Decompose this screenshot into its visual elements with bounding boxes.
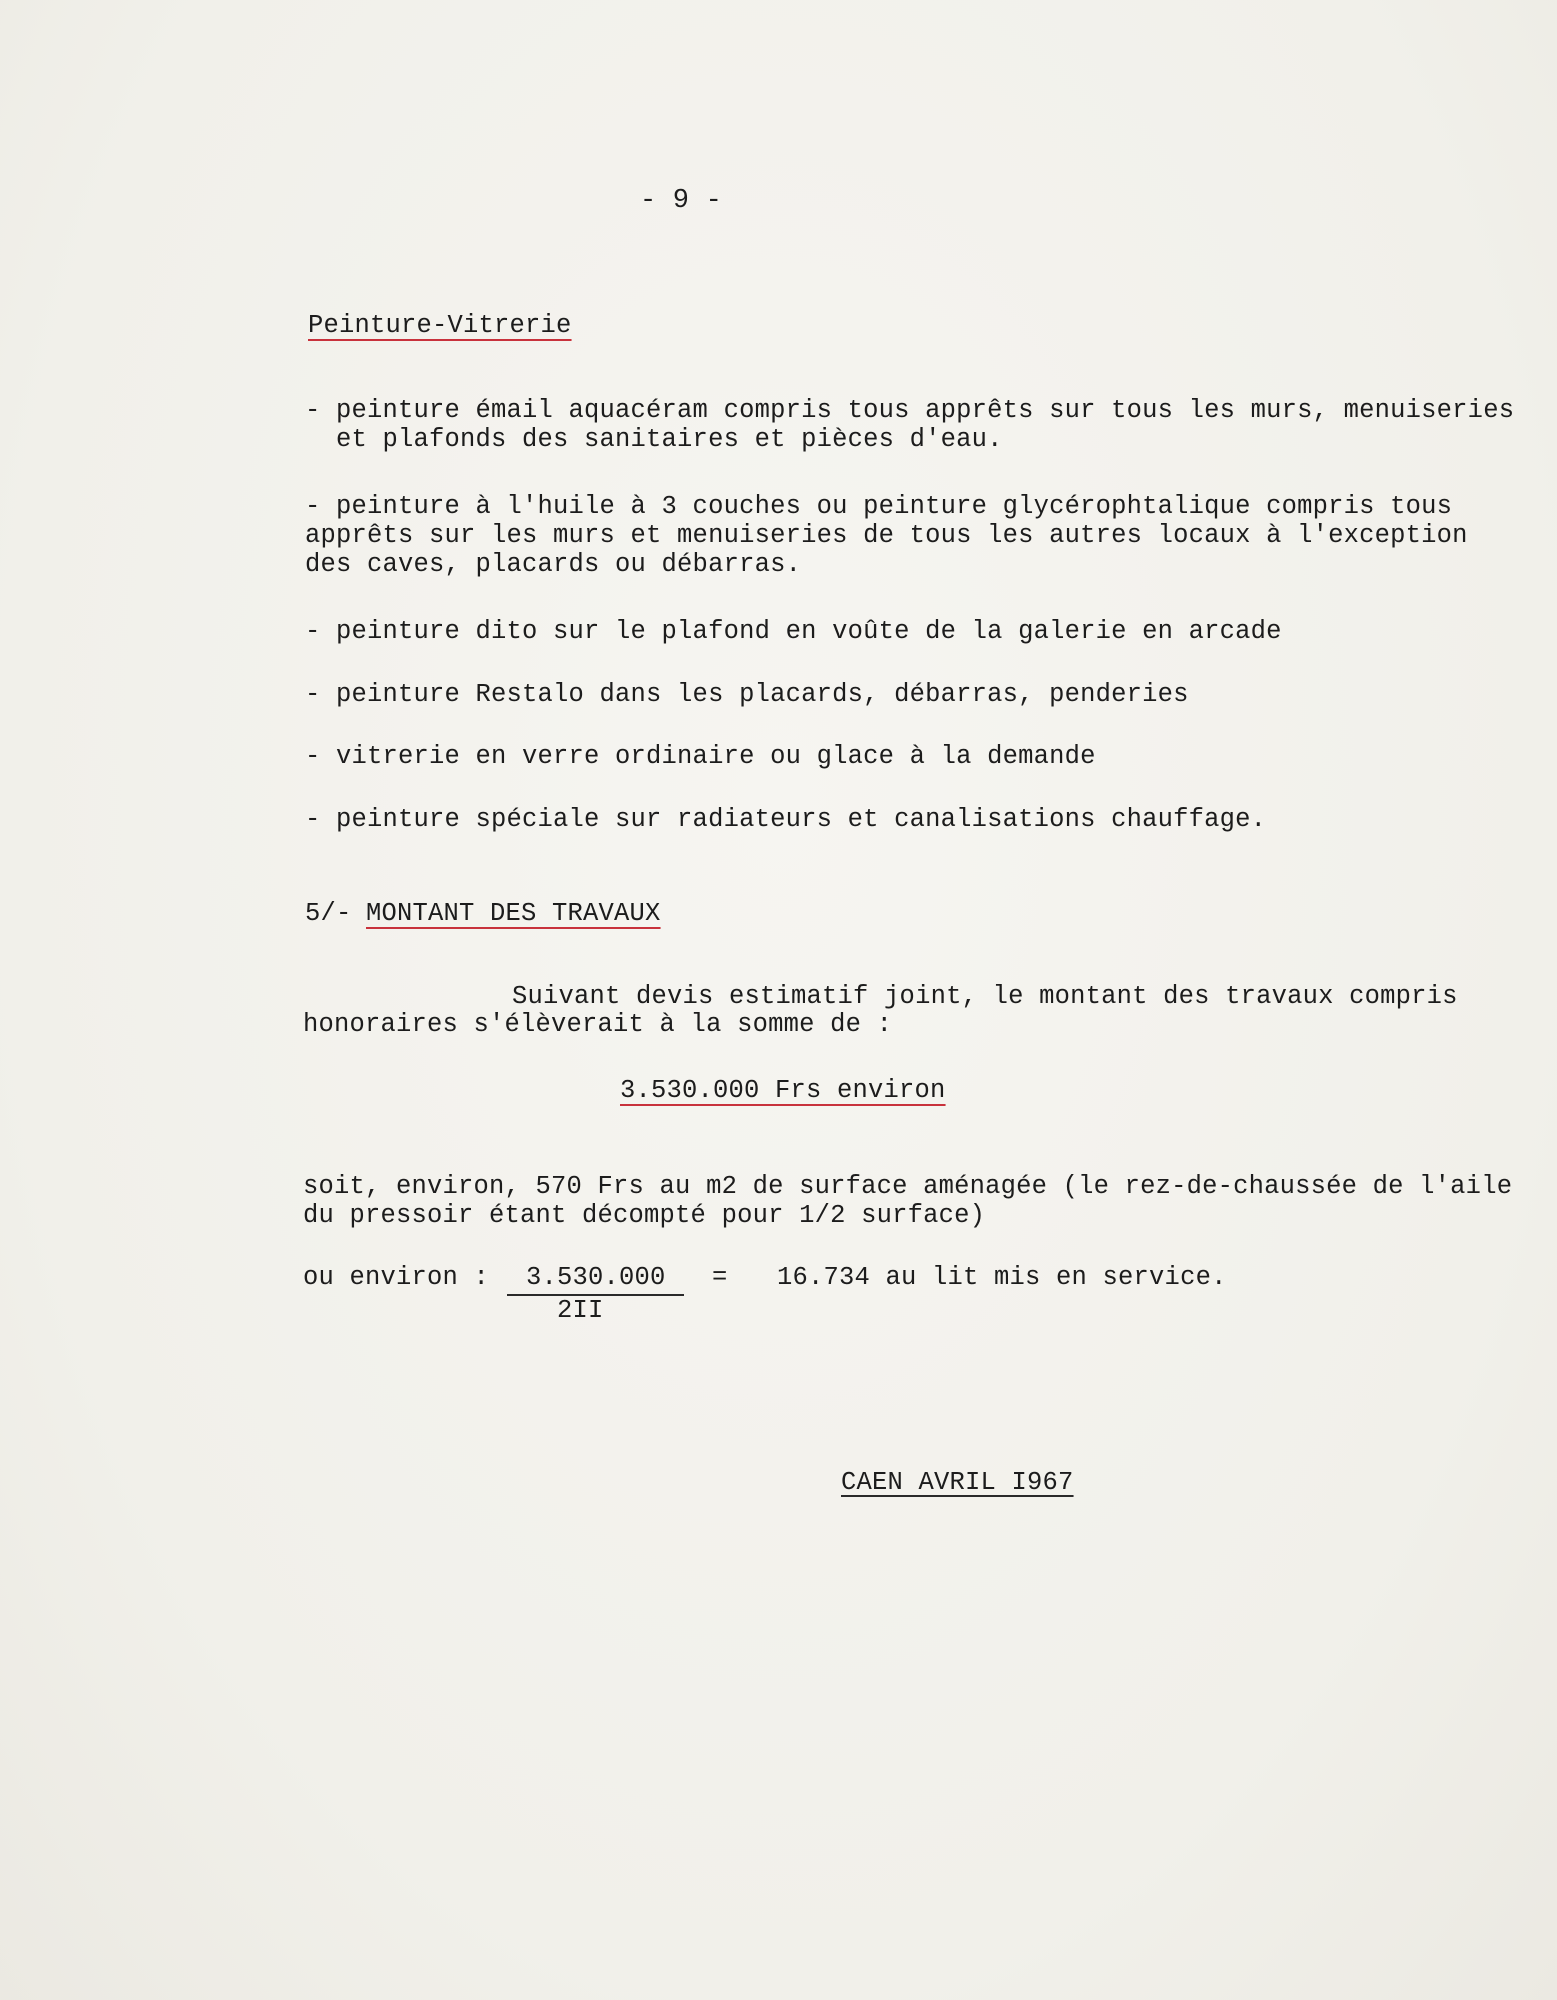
- list-item: - peinture dito sur le plafond en voûte de la galerie en arcade: [305, 617, 1282, 646]
- place-date: CAEN AVRIL I967: [841, 1468, 1074, 1497]
- list-item: - peinture à l'huile à 3 couches ou peinture glycérophtalique compris tous: [305, 492, 1453, 521]
- list-item-continuation: des caves, placards ou débarras.: [305, 550, 802, 579]
- paragraph-line: du pressoir étant décompté pour 1/2 surface): [303, 1201, 986, 1230]
- paragraph-line: soit, environ, 570 Frs au m2 de surface aménagée (le rez-de-chaussée de l'aile: [303, 1172, 1513, 1201]
- fraction-numerator: 3.530.000: [526, 1263, 666, 1292]
- page-number: - 9 -: [640, 186, 723, 216]
- list-item: - vitrerie en verre ordinaire ou glace à la demande: [305, 742, 1096, 771]
- section-title: MONTANT DES TRAVAUX: [366, 899, 661, 928]
- list-item: - peinture émail aquacéram compris tous apprêts sur tous les murs, menuiseries: [305, 396, 1515, 425]
- paragraph-line: Suivant devis estimatif joint, le montant des travaux compris: [512, 982, 1458, 1011]
- list-item-continuation: apprêts sur les murs et menuiseries de tous les autres locaux à l'exception: [305, 521, 1468, 550]
- calculation-result: 16.734 au lit mis en service.: [777, 1263, 1227, 1292]
- calculation-prefix: ou environ :: [303, 1263, 490, 1292]
- fraction-denominator: 2II: [557, 1296, 604, 1325]
- equals-sign: =: [712, 1263, 728, 1292]
- list-item: - peinture spéciale sur radiateurs et canalisations chauffage.: [305, 805, 1267, 834]
- section-number: 5/-: [305, 899, 368, 928]
- total-amount: 3.530.000 Frs environ: [620, 1076, 946, 1105]
- list-item: - peinture Restalo dans les placards, débarras, penderies: [305, 680, 1189, 709]
- list-item-continuation: et plafonds des sanitaires et pièces d'eau.: [305, 425, 1003, 454]
- section-heading: Peinture-Vitrerie: [308, 311, 572, 340]
- paragraph-line: honoraires s'élèverait à la somme de :: [303, 1010, 893, 1039]
